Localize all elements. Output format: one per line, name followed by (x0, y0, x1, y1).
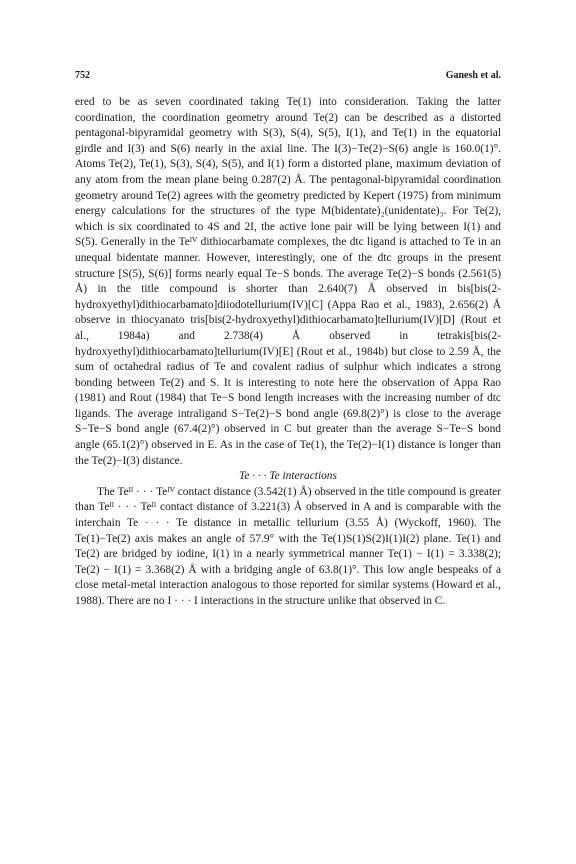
section-heading: Te · · · Te interactions (239, 470, 337, 483)
paragraph-continued: ered to be as seven coordinated taking Te(1) into consideration. Taking the latter coordination, the coordination geometry around Te(2) can be described as a distorted pentagonal-bipyramidal geometry with S(3), S(4), S(5), I(1), and Te(1) in the equatorial girdle and I(3) and S(6) nearly in the axial line. The I(3)−Te(2)−S(6) angle is 160.0(1)°. Atoms Te(2), Te(1), S(3), S(4), S(5), and I(1) form a distorted plane, maximum deviation of any atom from the mean plane being 0.287(2) Å. The pentagonal-bipyramidal coordination geometry around Te(2) agrees with the geometry predicted by Kepert (1975) from minimum energy calculations for the structures of the type M(bidentate)₂(unidentate)₃. For Te(2), which is six coordinated to 4S and 2I, the active lone pair will be lying between I(1) and S(5). Generally in the Teᴵⱽ dithiocarbamate complexes, the dtc ligand is attached to Te in an unequal bidentate manner. However, interestingly, one of the dtc groups in the present structure [S(5), S(6)] forms nearly equal Te−S bonds. The average Te(2)−S bonds (2.561(5) Å) in the title compound is shorter than 2.640(7) Å observed in bis[bis(2-hydroxyethyl)dithiocarbamato]diiodotellurium(IV)[C] (Appa Rao et al., 1983), 2.656(2) Å observe in thiocyanato tris[bis(2-hydroxyethyl)dithiocarbamato]tellurium(IV)[D] (Rout et al., 1984a) and 2.738(4) Å observed in tetrakis[bis(2-hydroxyethyl)dithiocarbamato]tellurium(IV)[E] (Rout et al., 1984b) but close to 2.59 Å, the sum of octahedral radius of Te and covalent radius of sulphur which indicates a strong bonding between Te(2) and S. It is interesting to note here the observation of Appa Rao (1981) and Rout (1984) that Te−S bond length increases with the increasing number of dtc ligands. The average intraligand S−Te(2)−S bond angle (69.8(2)°) is close to the average S−Te−S bond angle (67.4(2)°) observed in C but greater than the average S−Te−S bond angle (65.1(2)°) observed in E. As in the case of Te(1), the Te(2)−I(1) distance is longer than the Te(2)−I(3) distance. (75, 96, 501, 467)
running-title: Ganesh et al. (445, 70, 501, 81)
page-number: 752 (75, 70, 90, 81)
article-body (75, 95, 501, 610)
paragraph-te-te-interactions: The Teᴵᴵ · · · Teᴵⱽ contact distance (3.542(1) Å) observed in the title compound is greater than Teᴵᴵ · · · Teᴵᴵ contact distance of 3.221(3) Å observed in A and is comparable with the interchain Te · · · Te distance in metallic tellurium (3.55 Å) (Wyckoff, 1960). The Te(1)−Te(2) axis makes an angle of 57.9° with the Te(1)S(1)S(2)I(1)I(2) plane. Te(1) and Te(2) are bridged by iodine, I(1) in a nearly symmetrical manner Te(1) − I(1) = 3.338(2); Te(2) − I(1) = 3.368(2) Å with a bridging angle of 63.8(1)°. This low angle bespeaks of a close metal-metal interaction analogous to those reported for similar systems (Howard et al., 1988). There are no I · · · I interactions in the structure unlike that observed in C. (75, 485, 501, 607)
running-header (75, 70, 501, 81)
